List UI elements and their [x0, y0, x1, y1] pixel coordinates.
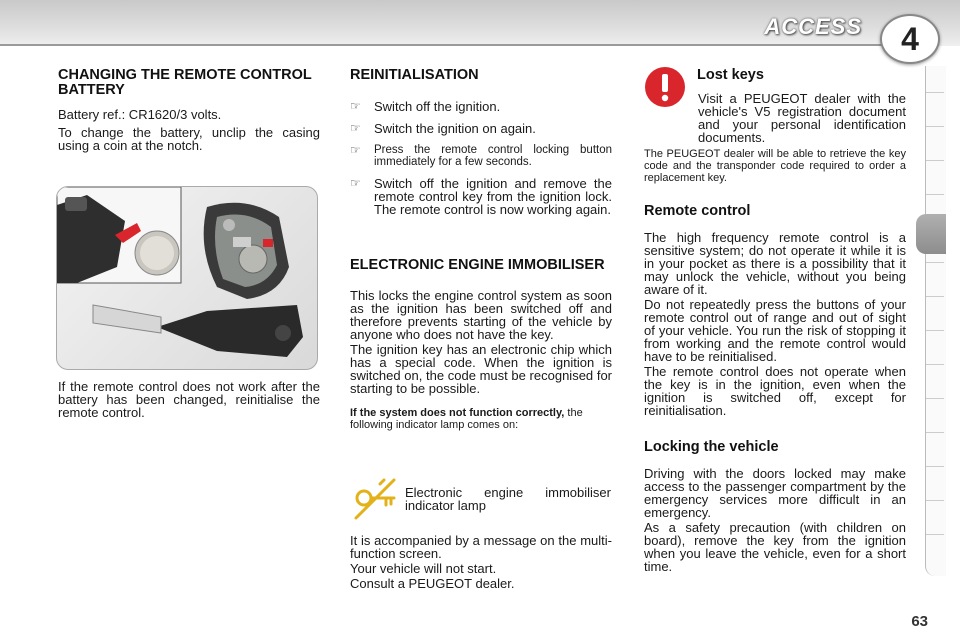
- reinit-step: ☞ Press the remote control locking button immediately for a few seconds.: [350, 143, 612, 168]
- remote-key-battery-photo: [56, 186, 318, 370]
- lost-keys-p1: Visit a PEUGEOT dealer with the vehicle's V5 registration document and your personal identification documents.: [698, 91, 906, 145]
- immobiliser-msg3: Consult a PEUGEOT dealer.: [350, 576, 515, 591]
- remote-control-p2: Do not repeatedly press the buttons of your remote control out of range and out of sight of your vehicle. You run the risk of stopping it from working and the remote control would have to be reinitialised.: [644, 297, 906, 364]
- lost-keys-head: [697, 68, 905, 83]
- pointing-hand-icon: ☞: [350, 121, 361, 135]
- reinit-step: ☞ Switch off the ignition and remove the remote control key from the ignition lock. The remote control is now working again.: [350, 176, 612, 217]
- immobiliser-heading: ELECTRONIC ENGINE IMMOBILISER: [350, 257, 605, 273]
- reinit-step: ☞ Switch the ignition on again.: [350, 121, 536, 136]
- pointing-hand-icon: ☞: [350, 176, 361, 190]
- page-number: 63: [911, 613, 928, 630]
- column-immobiliser: [350, 258, 612, 431]
- lost-keys-heading: Lost keys: [697, 67, 764, 83]
- header-rule: [0, 44, 900, 46]
- remote-control-p3: The remote control does not operate when the key is in the ignition, even when the ignition is switched off, except for reinitialisation.: [644, 364, 906, 418]
- lost-keys-p2: The PEUGEOT dealer will be able to retrieve the key code and the transponder code required to order a replacement key.: [644, 148, 906, 184]
- reinit-step: ☞ Switch off the ignition.: [350, 99, 501, 114]
- locking-p1: Driving with the doors locked may make access to the passenger compartment by the emergency services more difficult in an emergency.: [644, 466, 906, 520]
- chapter-number-badge: 4: [880, 14, 940, 64]
- fault-text: If the system does not function correctly, the following indicator lamp comes on:: [350, 407, 583, 431]
- column-locking: [644, 440, 906, 573]
- reinit-heading: REINITIALISATION: [350, 67, 479, 83]
- immobiliser-msg2: Your vehicle will not start.: [350, 561, 497, 576]
- locking-heading: Locking the vehicle: [644, 439, 779, 455]
- column-battery: [58, 68, 320, 152]
- reinit-steps: [350, 100, 612, 216]
- remote-control-p1: The high frequency remote control is a sensitive system; do not operate it while it is in your pocket as there is a possibility that it may unlock the vehicle, without you being aware of it.: [644, 230, 906, 297]
- column-immobiliser-msgs: [350, 534, 612, 590]
- immobiliser-p2: The ignition key has an electronic chip which has a special code. When the ignition is switched on, the code must be recognised for starting to be possible.: [350, 342, 612, 396]
- battery-ref: Battery ref.: CR1620/3 volts.: [58, 107, 222, 122]
- active-chapter-tab[interactable]: [916, 214, 946, 254]
- pointing-hand-icon: ☞: [350, 99, 361, 113]
- page-header: [0, 0, 960, 57]
- battery-after-text: If the remote control does not work after the battery has been changed, reinitialise the remote control.: [58, 379, 320, 420]
- column-battery-after: [58, 380, 320, 419]
- immobiliser-p1: This locks the engine control system as soon as the ignition has been switched off and therefore prevents starting of the vehicle by anyone who does not have the key.: [350, 288, 612, 342]
- lamp-label-block: [405, 486, 611, 512]
- chapter-tabs: [925, 66, 946, 576]
- remote-control-heading: Remote control: [644, 203, 751, 219]
- lamp-label: Electronic engine immobiliser indicator lamp: [405, 485, 611, 513]
- section-title: ACCESS: [764, 14, 862, 39]
- battery-instructions: To change the battery, unclip the casing using a coin at the notch.: [58, 125, 320, 153]
- column-remote-control: [644, 204, 906, 417]
- column-lost-keys: [644, 92, 906, 184]
- column-reinit: [350, 68, 612, 225]
- battery-heading: CHANGING THE REMOTE CONTROL BATTERY: [58, 67, 312, 98]
- immobiliser-msg1: It is accompanied by a message on the multi-function screen.: [350, 533, 612, 561]
- pointing-hand-icon: ☞: [350, 143, 361, 157]
- key-indicator-icon: [350, 476, 400, 524]
- locking-p2: As a safety precaution (with children on board), remove the key from the ignition when you leave the vehicle, even for a short time.: [644, 520, 906, 574]
